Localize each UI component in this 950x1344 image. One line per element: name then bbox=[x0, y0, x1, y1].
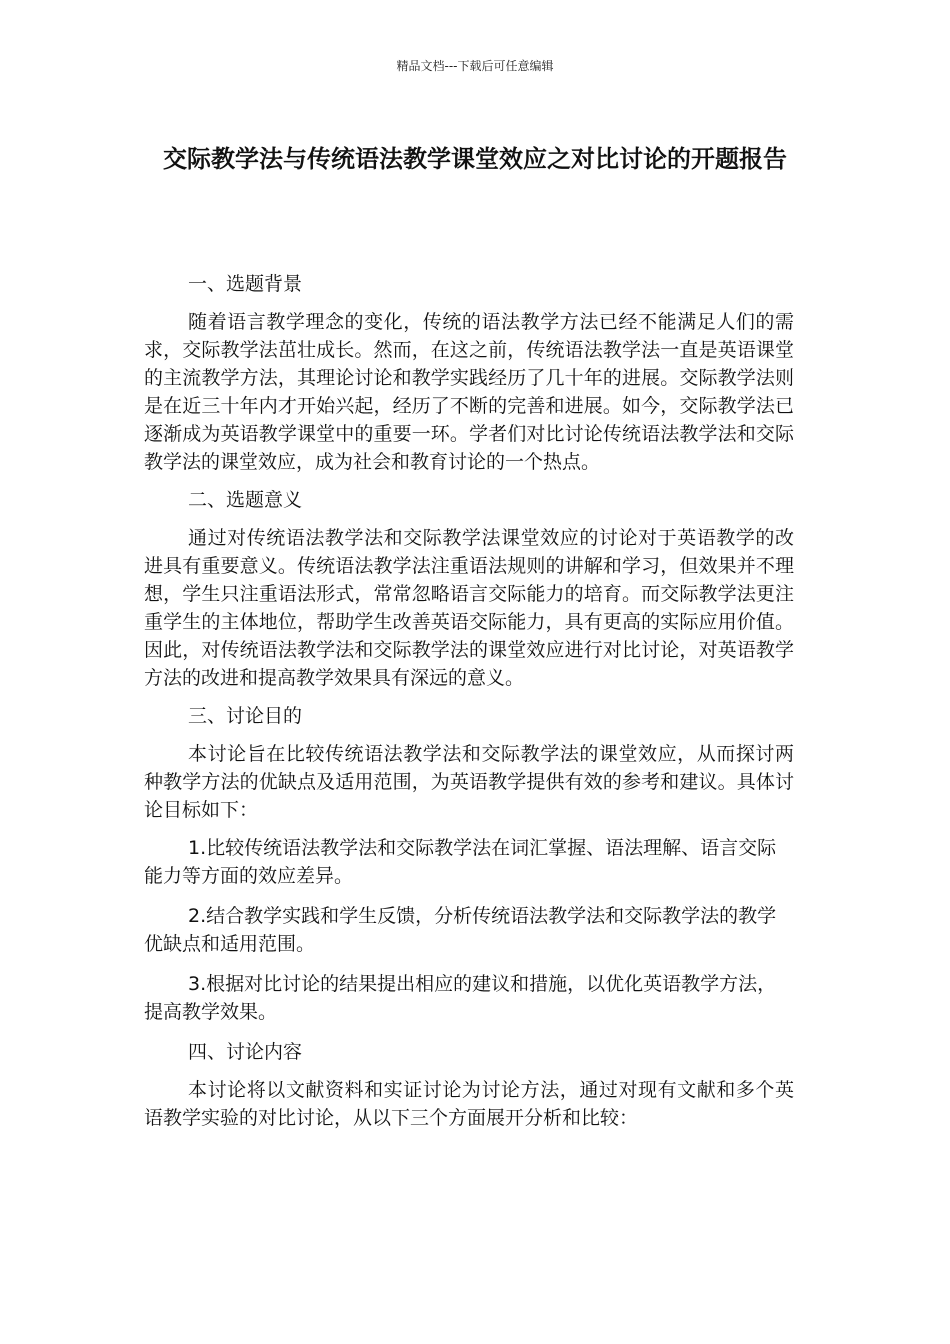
paragraph-purpose: 本讨论旨在比较传统语法教学法和交际教学法的课堂效应，从而探讨两种教学方法的优缺点及适用范围，为英语教学提供有效的参考和建议。具体讨论目标如下： bbox=[144, 743, 794, 821]
section-heading-significance: 二、选题意义 bbox=[188, 489, 303, 511]
section-heading-background: 一、选题背景 bbox=[188, 273, 303, 295]
paragraph-background: 随着语言教学理念的变化，传统的语法教学方法已经不能满足人们的需求，交际教学法茁壮成长。然而，在这之前，传统语法教学法一直是英语课堂的主流教学方法，其理论讨论和教学实践经历了几十年的进展。交际教学法则是在近三十年内才开始兴起，经历了不断的完善和进展。如今，交际教学法已逐渐成为英语教学课堂中的重要一环。学者们对比讨论传统语法教学法和交际教学法的课堂效应，成为社会和教育讨论的一个热点。 bbox=[144, 311, 794, 473]
paragraph-significance: 通过对传统语法教学法和交际教学法课堂效应的讨论对于英语教学的改进具有重要意义。传统语法教学法注重语法规则的讲解和学习，但效果并不理想，学生只注重语法形式，常常忽略语言交际能力的培育。而交际教学法更注重学生的主体地位，帮助学生改善英语交际能力，具有更高的实际应用价值。因此，对传统语法教学法和交际教学法的课堂效应进行对比讨论，对英语教学方法的改进和提高教学效果具有深远的意义。 bbox=[144, 527, 794, 689]
section-heading-purpose: 三、讨论目的 bbox=[188, 705, 303, 727]
list-item: 1.比较传统语法教学法和交际教学法在词汇掌握、语法理解、语言交际能力等方面的效应差异。 bbox=[144, 837, 777, 887]
list-item: 2.结合教学实践和学生反馈，分析传统语法教学法和交际教学法的教学优缺点和适用范围。 bbox=[144, 905, 777, 955]
section-heading-content: 四、讨论内容 bbox=[188, 1041, 303, 1063]
document-title: 交际教学法与传统语法教学课堂效应之对比讨论的开题报告 bbox=[163, 145, 787, 173]
header-note: 精品文档---下载后可任意编辑 bbox=[396, 59, 554, 73]
paragraph-content: 本讨论将以文献资料和实证讨论为讨论方法，通过对现有文献和多个英语教学实验的对比讨论，从以下三个方面展开分析和比较： bbox=[144, 1079, 794, 1129]
document-body bbox=[144, 270, 794, 1142]
list-item: 3.根据对比讨论的结果提出相应的建议和措施，以优化英语教学方法，提高教学效果。 bbox=[144, 973, 777, 1023]
